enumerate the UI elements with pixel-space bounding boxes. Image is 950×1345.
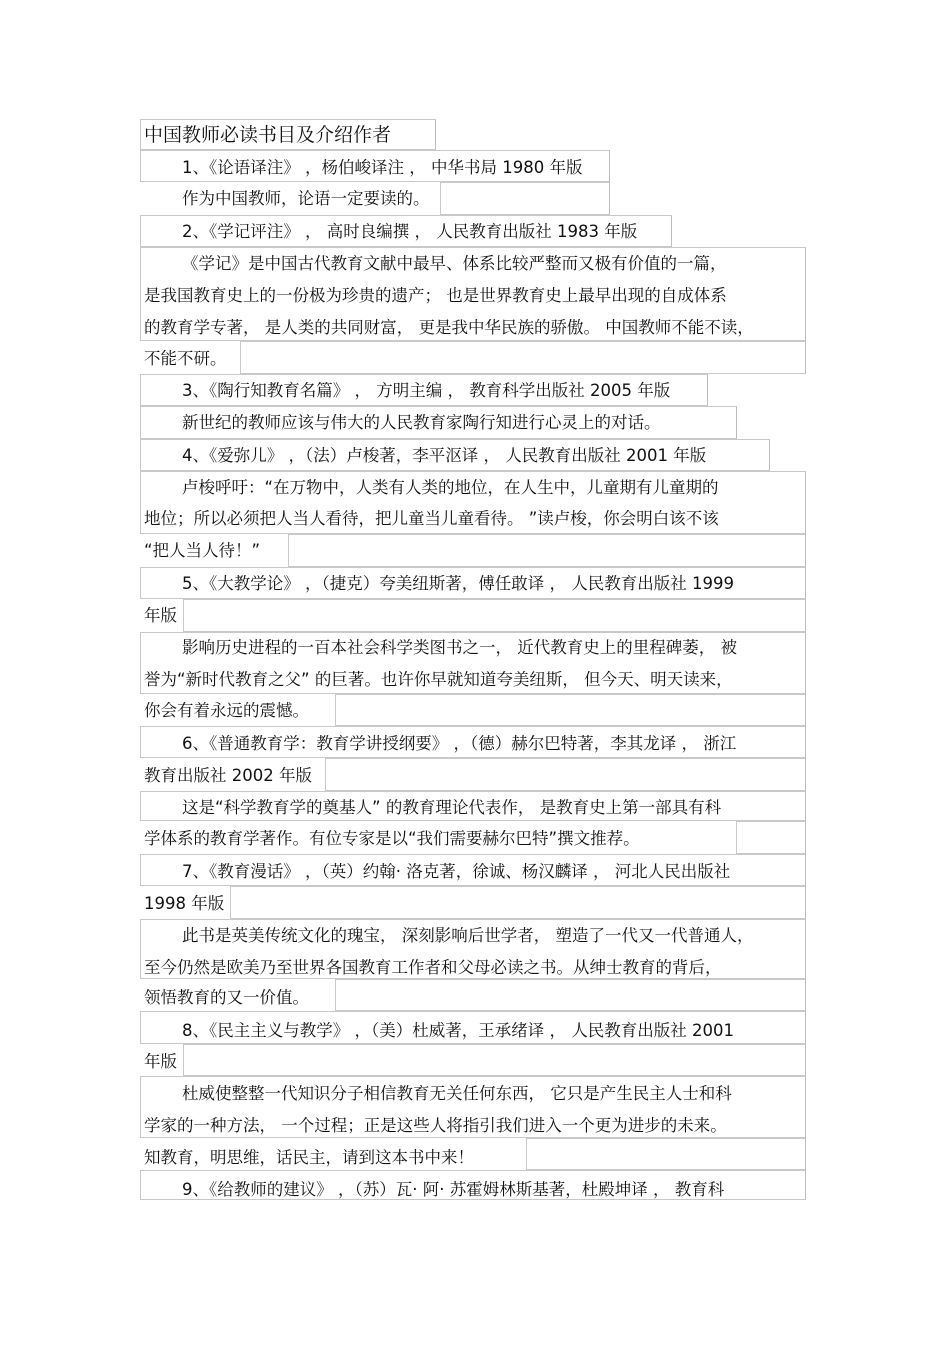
text-frame (288, 534, 806, 567)
book-description: 杜威使整整一代知识分子相信教育无关任何东西， 它只是产生民主人士和科 (182, 1084, 732, 1103)
book-description: 地位；所以必须把人当人看待，把儿童当儿童看待。 ”读卢梭，你会明白该不该 (144, 509, 719, 528)
book-entry: 2、《学记评注》 ， 高时良编撰 ， 人民教育出版社 1983 年版 (182, 222, 638, 241)
book-entry: 5、《大教学论》 ，（捷克）夸美纽斯著，傅任敢译 ， 人民教育出版社 1999 (182, 574, 734, 593)
book-description: “把人当人待！” (144, 541, 261, 560)
text-frame (440, 182, 610, 215)
book-description: 作为中国教师，论语一定要读的。 (182, 189, 430, 208)
text-frame (230, 886, 806, 919)
book-entry: 1998 年版 (144, 894, 225, 913)
book-entry: 7、《教育漫话》 ，（英）约翰· 洛克著，徐诚、杨汉麟译 ， 河北人民出版社 (182, 862, 731, 881)
book-description: 卢梭呼吁：“在万物中，人类有人类的地位，在人生中，儿童期有儿童期的 (182, 478, 719, 497)
book-description: 知教育，明思维，话民主，请到这本书中来！ (144, 1148, 474, 1167)
book-entry: 4、《爱弥儿》 ，（法）卢梭著，李平沤译 ， 人民教育出版社 2001 年版 (182, 446, 707, 465)
document-title: 中国教师必读书目及介绍作者 (144, 124, 392, 146)
book-entry: 8、《民主主义与教学》 ，（美）杜威著，王承绪译 ， 人民教育出版社 2001 (182, 1021, 734, 1040)
text-frame (335, 979, 806, 1011)
book-description: 此书是英美传统文化的瑰宝， 深刻影响后世学者， 塑造了一代又一代普通人， (182, 926, 754, 945)
book-entry: 6、《普通教育学：教育学讲授纲要》 ，（德）赫尔巴特著，李其龙译 ， 浙江 (182, 734, 737, 753)
text-frame (526, 1138, 806, 1170)
text-frame (183, 1044, 806, 1076)
book-description: 《学记》是中国古代教育文献中最早、体系比较严整而又极有价值的一篇， (182, 254, 727, 273)
book-entry: 教育出版社 2002 年版 (144, 766, 312, 785)
book-description: 是我国教育史上的一份极为珍贵的遗产； 也是世界教育史上最早出现的自成体系 (144, 286, 727, 305)
book-entry: 1、《论语译注》 ，杨伯峻译注 ， 中华书局 1980 年版 (182, 158, 583, 177)
book-entry: 年版 (144, 1052, 177, 1071)
book-description: 新世纪的教师应该与伟大的人民教育家陶行知进行心灵上的对话。 (182, 413, 661, 432)
book-description: 至今仍然是欧美乃至世界各国教育工作者和父母必读之书。从绅士教育的背后， (144, 958, 722, 977)
text-frame (325, 758, 806, 791)
book-entry: 9、《给教师的建议》 ，（苏）瓦· 阿· 苏霍姆林斯基著，杜殿坤译 ， 教育科 (182, 1180, 725, 1199)
text-frame (335, 694, 806, 726)
book-entry: 年版 (144, 606, 177, 625)
book-description: 不能不研。 (144, 349, 227, 368)
book-description: 的教育学专著， 是人类的共同财富， 更是我中华民族的骄傲。 中国教师不能不读， (144, 318, 754, 337)
text-frame (736, 821, 806, 854)
book-description: 你会有着永远的震憾。 (144, 701, 309, 720)
book-description: 誉为“新时代教育之父” 的巨著。也许你早就知道夸美纽斯， 但今天、明天读来， (144, 670, 733, 689)
book-description: 影响历史进程的一百本社会科学类图书之一， 近代教育史上的里程碑萎， 被 (182, 638, 737, 657)
book-entry: 3、《陶行知教育名篇》 ， 方明主编 ， 教育科学出版社 2005 年版 (182, 381, 671, 400)
book-description: 学家的一种方法， 一个过程；正是这些人将指引我们进入一个更为进步的未来。 (144, 1116, 727, 1135)
book-description: 学体系的教育学著作。有位专家是以“我们需要赫尔巴特”撰文推荐。 (144, 829, 640, 848)
text-frame (183, 599, 806, 632)
book-description: 这是“科学教育学的奠基人” 的教育理论代表作， 是教育史上第一部具有科 (182, 798, 722, 817)
text-frame (240, 341, 806, 374)
book-description: 领悟教育的又一价值。 (144, 988, 309, 1007)
